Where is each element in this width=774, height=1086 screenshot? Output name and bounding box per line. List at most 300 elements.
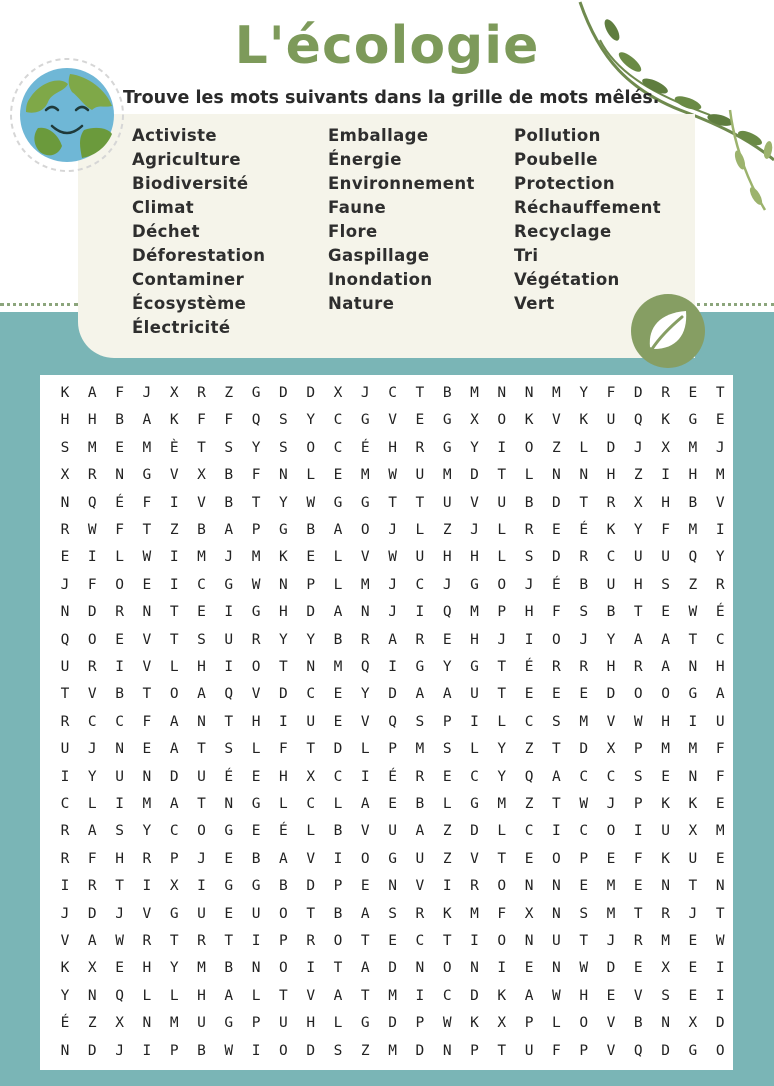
grid-letter: D [633,385,643,401]
grid-letter: P [633,796,643,812]
grid-letter: K [661,412,670,429]
grid-letter: D [169,768,179,785]
grid-letter: B [306,522,316,538]
grid-letter: G [224,576,234,593]
grid-letter: C [579,768,589,785]
grid-letter: O [360,850,370,867]
grid-letter: H [142,960,152,977]
grid-letter: I [169,549,179,566]
grid-letter: W [115,933,124,949]
grid-letter: S [633,768,643,785]
grid-letter: L [497,522,507,538]
grid-letter: I [333,850,343,867]
grid-letter: K [442,905,452,922]
grid-letter: T [688,878,698,895]
grid-letter: R [579,659,589,675]
grid-letter: D [579,741,589,758]
grid-letter: D [661,1042,670,1059]
grid-letter: R [306,933,316,949]
grid-letter: H [715,659,725,675]
grid-letter: E [715,412,725,429]
grid-letter: I [442,878,452,895]
grid-letter: O [579,1015,589,1032]
grid-letter: J [579,631,589,648]
grid-letter: T [306,741,316,758]
grid-letter: D [87,604,97,621]
grid-letter: M [197,960,206,977]
grid-letter: F [251,467,261,484]
grid-letter: M [388,1042,397,1059]
word-item: Inondation [328,270,433,289]
grid-letter: V [715,494,725,511]
grid-letter: K [688,796,698,812]
grid-letter: W [224,1042,234,1059]
grid-letter: B [251,850,261,867]
grid-letter: D [87,1042,97,1059]
grid-letter: J [688,905,698,922]
grid-letter: E [524,686,534,703]
grid-letter: B [442,385,452,401]
grid-letter: F [224,412,234,429]
grid-letter: A [87,385,97,401]
grid-letter: F [715,741,725,758]
grid-letter: R [415,905,425,922]
grid-letter: P [633,741,643,758]
grid-letter: J [606,796,616,812]
grid-letter: W [388,467,397,484]
grid-letter: M [169,1015,179,1032]
grid-letter: X [87,960,97,977]
grid-letter: T [115,878,124,895]
word-item: Environnement [328,174,475,193]
grid-letter: T [688,631,698,648]
grid-letter: B [333,823,343,840]
grid-letter: S [579,604,589,621]
grid-letter: J [360,385,370,401]
grid-letter: T [333,960,343,977]
grid-letter: G [251,604,261,621]
grid-letter: Q [388,713,397,730]
grid-letter: W [688,604,698,621]
grid-letter: T [169,604,179,621]
grid-letter: E [251,823,261,840]
grid-letter: U [306,713,316,730]
grid-letter: E [333,467,343,484]
grid-letter: G [470,659,479,675]
grid-letter: S [279,439,288,456]
grid-letter: M [360,467,370,484]
grid-letter: D [415,1042,425,1059]
word-item: Contaminer [132,270,245,289]
grid-letter: S [60,439,70,456]
grid-letter: V [388,412,397,429]
grid-letter: T [251,494,261,511]
grid-letter: M [661,933,670,949]
grid-letter: G [388,850,397,867]
grid-letter: N [579,467,589,484]
grid-letter: J [388,522,397,538]
grid-letter: C [606,768,616,785]
grid-letter: T [497,659,507,675]
grid-letter: T [633,604,643,621]
grid-letter: Y [497,768,507,785]
grid-letter: K [60,960,70,977]
grid-letter: A [524,987,534,1004]
grid-letter: P [524,1015,534,1032]
grid-letter: I [715,522,725,538]
word-item: Réchauffement [514,198,662,217]
grid-letter: X [688,823,698,840]
grid-letter: R [470,878,479,895]
grid-letter: L [442,796,452,812]
grid-letter: H [197,987,206,1004]
grid-letter: F [197,412,206,429]
grid-letter: M [442,467,452,484]
grid-letter: G [224,823,234,840]
grid-letter: R [87,878,97,895]
grid-letter: X [169,385,179,401]
grid-letter: E [688,385,698,401]
grid-letter: X [60,467,70,484]
grid-letter: J [442,576,452,593]
grid-letter: L [333,549,343,566]
grid-letter: Y [142,823,152,840]
grid-letter: Z [442,522,452,538]
grid-letter: W [87,522,97,538]
grid-letter: N [442,1042,452,1059]
grid-letter: V [606,713,616,730]
grid-letter: Y [579,385,589,401]
grid-letter: N [661,1015,670,1032]
grid-letter: I [661,467,670,484]
grid-letter: T [360,987,370,1004]
word-item: Électricité [132,318,231,337]
grid-letter: I [415,987,425,1004]
grid-letter: H [579,987,589,1004]
grid-letter: Q [87,494,97,511]
grid-letter: D [306,604,316,621]
word-item: Déchet [132,222,200,241]
grid-letter: O [524,439,534,456]
grid-letter: Z [169,522,179,538]
grid-letter: T [388,494,397,511]
grid-letter: P [333,878,343,895]
grid-letter: G [442,412,452,429]
grid-letter: T [415,494,425,511]
grid-letter: R [661,385,670,401]
grid-letter: N [142,604,152,621]
grid-letter: I [688,713,698,730]
grid-letter: K [661,796,670,812]
grid-letter: O [333,933,343,949]
grid-letter: C [115,713,124,730]
grid-letter: R [60,823,70,840]
grid-letter: U [197,1015,206,1032]
grid-letter: K [60,385,70,401]
grid-letter: H [633,576,643,593]
grid-letter: D [306,385,316,401]
grid-letter: C [169,823,179,840]
grid-letter: V [415,878,425,895]
word-item: Recyclage [514,222,612,241]
grid-letter: D [606,960,616,977]
grid-letter: N [415,960,425,977]
grid-letter: I [497,960,507,977]
grid-letter: M [470,604,479,621]
grid-letter: E [688,987,698,1004]
grid-letter: X [688,1015,698,1032]
grid-letter: H [115,850,124,867]
grid-letter: T [415,385,425,401]
grid-letter: Y [606,631,616,648]
grid-letter: F [606,385,616,401]
grid-letter: V [142,905,152,922]
grid-letter: V [360,823,370,840]
grid-letter: L [251,987,261,1004]
grid-letter: V [251,686,261,703]
grid-letter: H [60,412,70,429]
grid-letter: E [388,933,397,949]
grid-letter: W [251,576,261,593]
word-column-1 [132,124,265,340]
grid-letter: F [497,905,507,922]
word-item: Gaspillage [328,246,430,265]
grid-letter: L [524,467,534,484]
grid-letter: L [142,987,152,1004]
word-item: Végétation [514,270,620,289]
grid-letter: C [87,713,97,730]
grid-letter: O [279,960,288,977]
word-item: Nature [328,294,395,313]
grid-letter: H [197,659,206,675]
grid-letter: I [470,713,479,730]
grid-letter: P [579,850,589,867]
grid-letter: R [633,659,643,675]
grid-letter: M [142,439,152,456]
word-item: Climat [132,198,195,217]
grid-letter: N [60,494,70,511]
grid-letter: H [606,467,616,484]
grid-letter: M [470,385,479,401]
grid-letter: S [224,741,234,758]
grid-letter: R [251,631,261,648]
grid-letter: I [224,659,234,675]
grid-letter: S [579,905,589,922]
grid-letter: D [470,823,479,840]
grid-letter: U [470,686,479,703]
grid-letter: I [115,659,124,675]
grid-letter: Z [360,1042,370,1059]
grid-letter: B [115,412,124,429]
grid-letter: N [497,385,507,401]
grid-letter: T [169,631,179,648]
grid-letter: M [715,823,725,840]
grid-letter: J [388,576,397,593]
grid-letter: K [470,1015,479,1032]
grid-letter: O [497,933,507,949]
grid-letter: E [333,686,343,703]
grid-letter: V [606,1042,616,1059]
grid-letter: W [715,933,725,949]
grid-letter: B [579,576,589,593]
grid-letter: I [142,1042,152,1059]
grid-letter: T [197,439,206,456]
grid-letter: Q [524,768,534,785]
grid-letter: O [715,1042,725,1059]
grid-letter: O [552,631,561,648]
grid-letter: Q [442,604,452,621]
grid-letter: É [552,576,561,593]
grid-letter: E [197,604,206,621]
grid-letter: R [115,604,124,621]
grid-letter: A [661,631,670,648]
grid-letter: L [333,796,343,812]
grid-letter: L [552,1015,561,1032]
grid-letter: T [442,933,452,949]
grid-letter: L [306,823,316,840]
grid-letter: V [633,987,643,1004]
grid-letter: M [142,796,152,812]
grid-letter: W [633,713,643,730]
grid-letter: O [279,1042,288,1059]
grid-letter: L [333,1015,343,1032]
grid-letter: Y [497,741,507,758]
grid-letter: K [169,412,179,429]
grid-letter: W [142,549,152,566]
grid-letter: O [306,439,316,456]
grid-letter: X [470,412,479,429]
grid-letter: A [169,713,179,730]
grid-letter: N [115,467,124,484]
grid-letter: C [606,549,616,566]
grid-letter: T [715,385,725,401]
grid-letter: M [388,987,397,1004]
grid-letter: Y [251,439,261,456]
grid-letter: A [415,686,425,703]
grid-letter: L [470,741,479,758]
grid-letter: M [415,741,425,758]
grid-letter: J [60,905,70,922]
grid-letter: Z [524,796,534,812]
grid-letter: D [87,905,97,922]
word-item: Agriculture [132,150,241,169]
grid-letter: A [224,987,234,1004]
grid-letter: M [552,385,561,401]
grid-letter: U [606,412,616,429]
grid-letter: A [87,933,97,949]
grid-letter: F [552,604,561,621]
grid-letter: I [142,878,152,895]
grid-letter: T [497,686,507,703]
grid-letter: G [224,1015,234,1032]
grid-letter: V [197,494,206,511]
grid-letter: C [60,796,70,812]
grid-letter: Y [633,522,643,538]
grid-letter: O [633,686,643,703]
grid-letter: N [142,768,152,785]
grid-letter: N [552,905,561,922]
grid-letter: O [279,905,288,922]
grid-letter: L [251,741,261,758]
grid-letter: U [661,823,670,840]
grid-letter: R [60,713,70,730]
grid-letter: E [142,576,152,593]
grid-letter: V [87,686,97,703]
grid-letter: I [251,933,261,949]
grid-letter: N [279,576,288,593]
grid-letter: F [552,1042,561,1059]
grid-letter: E [579,686,589,703]
grid-letter: M [688,522,698,538]
grid-letter: T [715,905,725,922]
grid-letter: N [224,796,234,812]
grid-letter: M [333,659,343,675]
grid-letter: U [251,905,261,922]
grid-letter: K [579,412,589,429]
grid-letter: H [388,439,397,456]
grid-letter: R [415,631,425,648]
grid-letter: Y [306,412,316,429]
grid-letter: É [279,823,288,840]
grid-letter: Z [442,823,452,840]
grid-letter: U [197,768,206,785]
grid-letter: N [197,713,206,730]
grid-letter: G [251,796,261,812]
grid-letter: X [169,878,179,895]
grid-letter: K [279,549,288,566]
grid-letter: A [142,412,152,429]
grid-letter: N [279,467,288,484]
grid-letter: E [115,960,124,977]
word-item: Énergie [328,150,402,169]
grid-letter: S [333,1042,343,1059]
grid-letter: A [169,741,179,758]
grid-letter: M [606,905,616,922]
grid-letter: E [333,713,343,730]
grid-letter: B [606,604,616,621]
grid-letter: U [688,850,698,867]
grid-letter: A [87,823,97,840]
grid-letter: T [142,686,152,703]
grid-letter: N [251,960,261,977]
word-search-grid [40,375,733,1070]
grid-letter: M [579,713,589,730]
grid-letter: B [224,494,234,511]
grid-letter: E [552,686,561,703]
grid-letter: A [552,768,561,785]
grid-letter: L [87,796,97,812]
grid-letter: N [688,768,698,785]
grid-letter: T [552,741,561,758]
grid-letter: I [197,878,206,895]
grid-letter: T [633,905,643,922]
grid-letter: É [524,659,534,675]
grid-letter: U [442,494,452,511]
grid-letter: E [715,850,725,867]
grid-letter: E [688,933,698,949]
grid-letter: V [306,850,316,867]
grid-letter: L [497,713,507,730]
grid-letter: F [115,522,124,538]
grid-letter: C [524,823,534,840]
grid-letter: X [497,1015,507,1032]
grid-letter: D [388,686,397,703]
grid-letter: C [715,631,725,648]
grid-letter: S [442,741,452,758]
grid-letter: É [579,522,589,538]
grid-letter: R [415,439,425,456]
grid-letter: J [115,905,124,922]
